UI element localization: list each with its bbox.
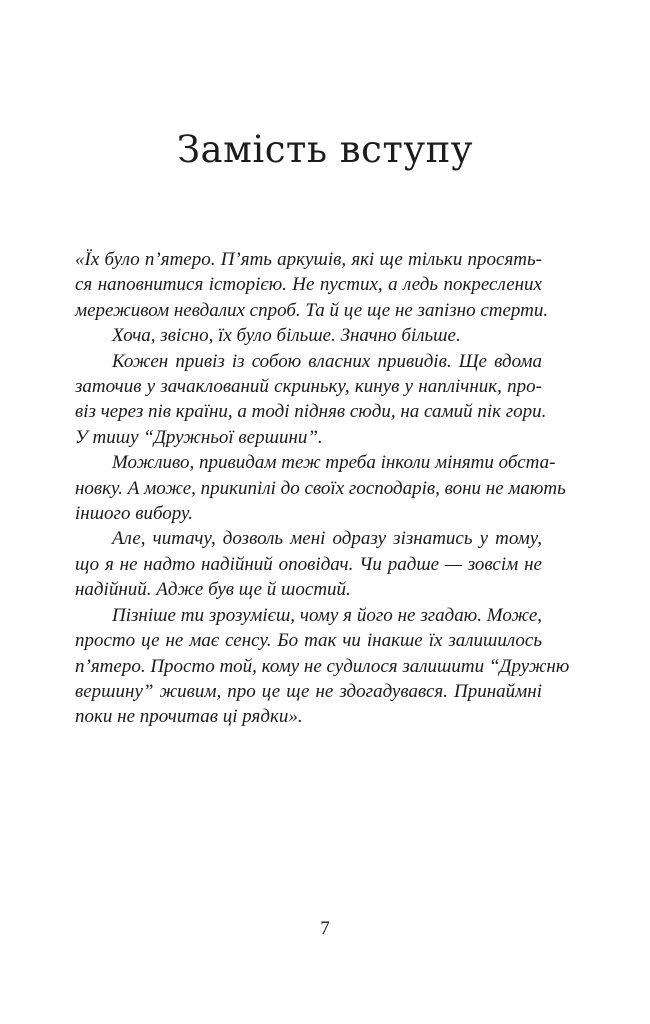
text-line: мереживом невдалих спроб. Та й це ще не запізно стерти. (75, 299, 549, 321)
text-line: що я не надто надійний оповідач. Чи радше — зовсім не (75, 553, 542, 575)
text-line: вершину” живим, про це ще не здогадувався. Принаймні (75, 680, 542, 702)
text-line: Пізніше ти зрозумієш, чому я його не згадаю. Може, (112, 604, 542, 626)
body-text (75, 247, 570, 730)
text-line: п’ятеро. Просто той, кому не судилося залишити “Дружню (75, 655, 570, 677)
text-line: заточив у зачаклований скриньку, кинув у наплічник, про- (75, 376, 542, 398)
text-line: У тишу “Дружньої вершини”. (75, 426, 323, 448)
text-line: ся наповнитися історією. Не пустих, а ледь покреслених (75, 274, 542, 296)
text-line: Але, читачу, дозволь мені одразу зізнатись у тому, (112, 528, 542, 550)
text-line: поки не прочитав ці рядки». (75, 706, 303, 728)
text-line: надійний. Адже був ще й шостий. (75, 579, 351, 601)
chapter-title: Замість вступу (176, 128, 474, 171)
text-line: іншого вибору. (75, 503, 193, 525)
text-line: Кожен привіз із собою власних привидів. Ще вдома (112, 350, 542, 372)
text-line: Хоча, звісно, їх було більше. Значно більше. (112, 325, 461, 347)
page-number: 7 (320, 918, 330, 939)
text-line: просто це не має сенсу. Бо так чи інакше їх залишилось (75, 630, 542, 652)
text-line: віз через пів країни, а тоді підняв сюди, на самий пік гори. (75, 401, 547, 423)
text-line: Можливо, привидам теж треба інколи міняти обста- (112, 452, 556, 474)
text-line: новку. А може, прикипілі до своїх господарів, вони не мають (75, 477, 566, 499)
text-line: «Їх було п’ятеро. П’ять аркушів, які ще тільки просять- (75, 249, 542, 270)
